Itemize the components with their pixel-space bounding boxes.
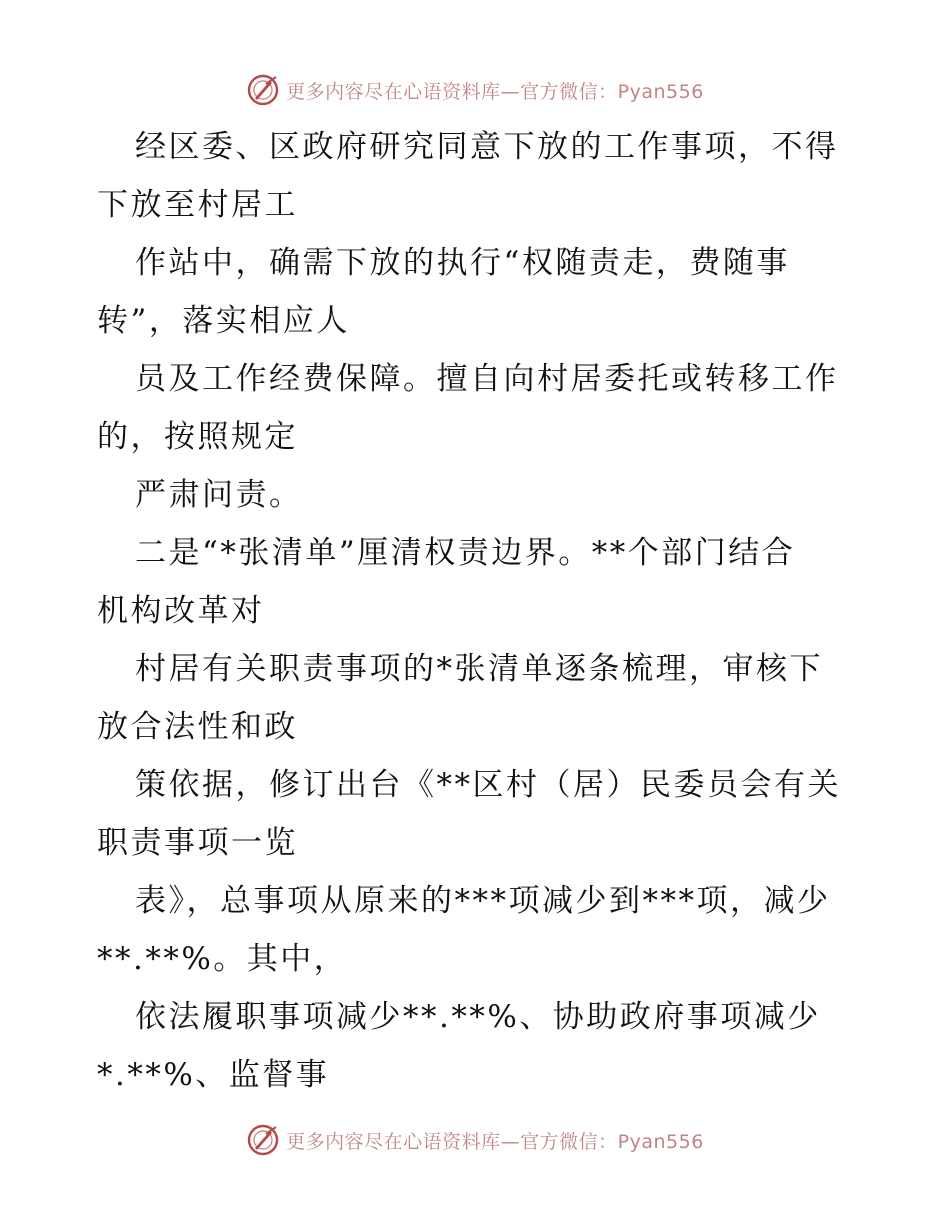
text-line: *.**%、监督事 [97, 1057, 330, 1093]
paragraph [97, 118, 857, 234]
text-line: 放合法性和政 [97, 709, 298, 745]
text-line: 依法履职事项减少**.**%、协助政府事项减少 [135, 999, 821, 1035]
text-line: 转”，落实相应人 [97, 303, 350, 339]
paragraph [97, 524, 857, 640]
text-line: 的，按照规定 [97, 419, 298, 455]
text-line: 策依据，修订出台《**区村（居）民委员会有关 [135, 767, 841, 803]
text-line: 严肃问责。 [135, 477, 303, 513]
document-body [97, 118, 857, 1104]
text-line: **.**%。其中， [97, 941, 348, 977]
paragraph [97, 988, 857, 1104]
header-banner [0, 70, 950, 110]
text-line: 机构改革对 [97, 593, 265, 629]
paragraph [97, 466, 857, 524]
footer-banner-text: 更多内容尽在心语资料库—官方微信：Pyan556 [286, 1130, 704, 1153]
text-line: 作站中，确需下放的执行“权随责走，费随事 [135, 245, 790, 281]
text-line: 员及工作经费保障。擅自向村居委托或转移工作 [135, 361, 839, 397]
text-line: 二是“*张清单”厘清权责边界。**个部门结合 [135, 535, 796, 571]
paragraph [97, 350, 857, 466]
header-banner-text: 更多内容尽在心语资料库—官方微信：Pyan556 [286, 80, 704, 103]
text-line: 下放至村居工 [97, 187, 298, 223]
quill-seal-icon [246, 73, 280, 107]
text-line: 经区委、区政府研究同意下放的工作事项，不得 [135, 129, 839, 165]
text-line: 职责事项一览 [97, 825, 298, 861]
paragraph [97, 234, 857, 350]
text-line: 表》，总事项从原来的***项减少到***项，减少 [135, 883, 831, 919]
quill-seal-icon [246, 1123, 280, 1157]
paragraph [97, 640, 857, 756]
paragraph [97, 756, 857, 872]
paragraph [97, 872, 857, 988]
text-line: 村居有关职责事项的*张清单逐条梳理，审核下 [135, 651, 823, 687]
footer-banner [0, 1120, 950, 1160]
